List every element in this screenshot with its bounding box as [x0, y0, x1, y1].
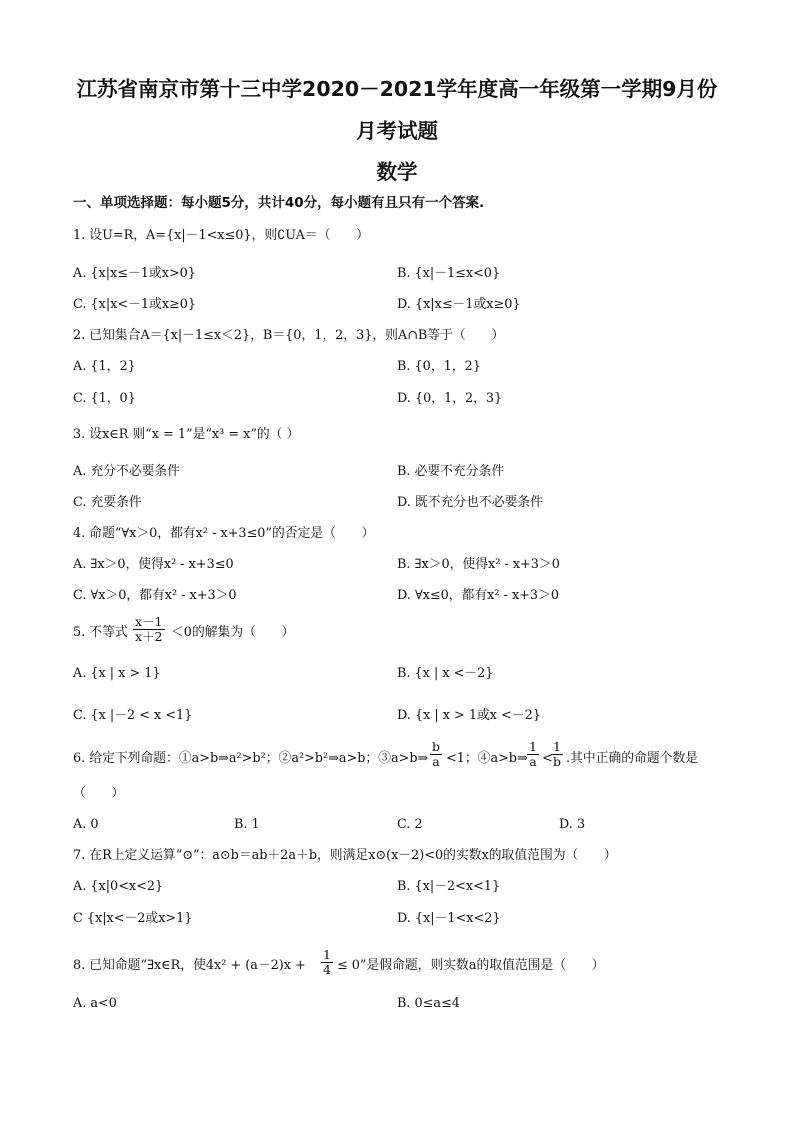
question-7-option-a: A. {x|0<x<2} [73, 879, 164, 894]
question-1-option-b: B. {x|－1≤x<0} [397, 266, 501, 281]
question-3-option-c: C. 充要条件 [73, 495, 142, 510]
subject-title: 数学 [376, 160, 418, 184]
question-6-stem-part1: 6. 给定下列命题：①a>b⇒a²>b²；②a²>b²⇒a>b；③a>b⇒ [73, 751, 429, 766]
question-6-fraction1-numerator: b [432, 739, 441, 754]
question-4-option-c: C. ∀x＞0，都有x² - x+3＞0 [73, 588, 237, 603]
question-6-option-a: A. 0 [73, 817, 99, 832]
question-5-option-b: B. {x | x <－2} [397, 666, 494, 681]
question-2-option-a: A. {1，2} [73, 359, 136, 374]
question-2-option-b: B. {0，1，2} [397, 359, 481, 374]
question-4-stem: 4. 命题“∀x＞0，都有x² - x+3≤0”的否定是（ ） [73, 526, 375, 541]
question-6-fraction1-denominator: a [432, 754, 440, 769]
question-6-stem-part2: <1；④a>b⇒ [446, 751, 528, 766]
question-7-option-d: D. {x|－1<x<2} [397, 911, 501, 926]
question-6-fraction-1-over-b [551, 740, 563, 769]
question-5-fraction-numerator: x－1 [135, 614, 163, 629]
question-6-fraction3-denominator: b [553, 754, 562, 769]
question-5-option-a: A. {x | x > 1} [73, 666, 161, 681]
question-6-fraction-b-over-a [430, 740, 442, 769]
exam-title-line2: 月考试题 [356, 119, 438, 143]
question-2-option-c: C. {1，0} [73, 391, 136, 406]
question-6-stem-part3: < [542, 751, 553, 766]
question-5-option-d: D. {x | x > 1或x <－2} [397, 708, 541, 723]
question-2-option-d: D. {0，1，2，3} [397, 391, 503, 406]
question-6-fraction2-denominator: a [529, 754, 537, 769]
question-4-option-b: B. ∃x＞0，使得x² - x+3＞0 [397, 557, 560, 572]
question-6-option-b: B. 1 [234, 817, 260, 832]
question-4-option-a: A. ∃x＞0，使得x² - x+3≤0 [73, 557, 234, 572]
question-5-fraction-denominator: x＋2 [135, 629, 163, 644]
question-6-stem-line2: （ ） [73, 786, 125, 801]
question-8-stem-prefix: 8. 已知命题“∃x∈R，使4x² + (a－2)x + [73, 958, 306, 973]
question-3-option-b: B. 必要不充分条件 [397, 464, 505, 479]
question-7-option-c: C {x|x<－2或x>1} [73, 911, 193, 926]
question-7-option-b: B. {x|－2<x<1} [397, 879, 501, 894]
question-5-stem-prefix: 5. 不等式 [73, 625, 128, 640]
question-5-option-c: C. {x |－2 < x <1} [73, 708, 193, 723]
question-6-fraction3-numerator: 1 [551, 740, 563, 755]
question-8-option-a: A. a<0 [73, 996, 117, 1011]
question-8-stem-suffix: ≤ 0”是假命题，则实数a的取值范围是（ ） [337, 958, 605, 973]
question-6-option-d: D. 3 [559, 817, 586, 832]
question-4-option-d: D. ∀x≤0，都有x² - x+3＞0 [397, 588, 559, 603]
question-8-fraction-denominator: 4 [323, 962, 331, 977]
question-1-stem: 1. 设U=R，A={x|－1<x≤0}，则∁UA＝（ ） [73, 228, 369, 243]
question-1-option-c: C. {x|x<－1或x≥0} [73, 297, 197, 312]
question-6-option-c: C. 2 [397, 817, 423, 832]
question-8-fraction-numerator: 1 [323, 947, 331, 962]
question-3-stem: 3. 设x∈R 则“x = 1”是“x³ = x”的（ ） [73, 427, 300, 442]
question-6-fraction2-numerator: 1 [529, 739, 537, 754]
question-1-option-a: A. {x|x≤－1或x>0} [73, 266, 196, 281]
question-3-option-d: D. 既不充分也不必要条件 [397, 495, 543, 510]
exam-title-line1: 江苏省南京市第十三中学2020－2021学年度高一年级第一学期9月份 [76, 77, 718, 101]
question-6-stem-part4: .其中正确的命题个数是 [566, 751, 699, 766]
question-1-option-d: D. {x|x≤－1或x≥0} [397, 297, 521, 312]
question-2-stem: 2. 已知集合A＝{x|－1≤x＜2}，B＝{0，1，2，3}，则A∩B等于（ ） [73, 328, 505, 343]
question-3-option-a: A. 充分不必要条件 [73, 464, 180, 479]
question-5-stem-suffix: ＜0的解集为（ ） [171, 625, 295, 640]
question-8-fraction [321, 948, 333, 977]
question-6-fraction-1-over-a [527, 740, 539, 769]
question-8-option-b: B. 0≤a≤4 [397, 996, 460, 1011]
question-5-fraction [133, 615, 165, 644]
question-7-stem: 7. 在R上定义运算“⊙”：a⊙b＝ab＋2a＋b，则满足x⊙(x－2)<0的实数x的取值范围为（ ） [73, 848, 617, 863]
section-heading: 一、单项选择题：每小题5分，共计40分，每小题有且只有一个答案. [73, 195, 485, 211]
